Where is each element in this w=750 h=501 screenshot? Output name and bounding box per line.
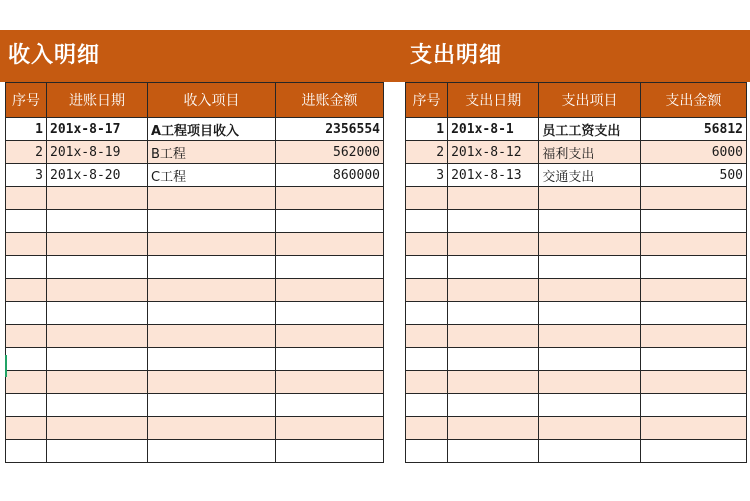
expense-date-cell[interactable]	[448, 371, 539, 394]
expense-date-cell[interactable]	[448, 417, 539, 440]
expense-no-cell[interactable]	[406, 417, 448, 440]
expense-date-cell[interactable]	[448, 325, 539, 348]
expense-amount-cell[interactable]	[640, 256, 746, 279]
income-no-cell[interactable]	[6, 325, 47, 348]
table-row	[6, 325, 384, 348]
expense-item-cell[interactable]	[539, 187, 640, 210]
table-row	[406, 118, 747, 141]
expense-no-cell[interactable]	[406, 210, 448, 233]
income-amount-cell[interactable]	[276, 187, 384, 210]
expense-no-cell[interactable]	[406, 233, 448, 256]
table-row	[6, 440, 384, 463]
income-item-cell[interactable]	[148, 302, 276, 325]
income-header-date[interactable]: 进账日期	[47, 83, 148, 118]
income-date-cell[interactable]	[47, 279, 148, 302]
table-row	[406, 440, 747, 463]
income-item-cell[interactable]	[148, 348, 276, 371]
table-row	[6, 164, 384, 187]
income-date-cell[interactable]	[47, 440, 148, 463]
income-no-cell[interactable]	[6, 417, 47, 440]
expense-item-cell[interactable]	[539, 325, 640, 348]
income-item-cell[interactable]: B工程	[148, 141, 276, 164]
expense-item-cell[interactable]	[539, 371, 640, 394]
expense-date-cell[interactable]	[448, 302, 539, 325]
income-no-cell[interactable]	[6, 187, 47, 210]
table-row	[406, 187, 747, 210]
income-date-cell[interactable]	[47, 348, 148, 371]
table-row	[406, 279, 747, 302]
expense-date-cell[interactable]	[448, 256, 539, 279]
income-amount-cell[interactable]: 562000	[276, 141, 384, 164]
expense-date-cell[interactable]	[448, 187, 539, 210]
income-date-cell[interactable]	[47, 394, 148, 417]
table-row	[406, 371, 747, 394]
expense-item-cell[interactable]: 员工工资支出	[539, 118, 640, 141]
expense-amount-cell[interactable]: 6000	[640, 141, 746, 164]
table-row	[406, 210, 747, 233]
expense-item-cell[interactable]	[539, 256, 640, 279]
income-header-no[interactable]: 序号	[6, 83, 47, 118]
expense-item-cell[interactable]	[539, 279, 640, 302]
income-amount-cell[interactable]	[276, 325, 384, 348]
income-item-cell[interactable]	[148, 371, 276, 394]
table-row	[6, 279, 384, 302]
income-amount-cell[interactable]	[276, 371, 384, 394]
table-row	[406, 164, 747, 187]
table-row	[6, 302, 384, 325]
income-no-cell[interactable]: 1	[6, 118, 47, 141]
expense-date-cell[interactable]	[448, 440, 539, 463]
income-table	[5, 82, 384, 463]
expense-header-date[interactable]: 支出日期	[448, 83, 539, 118]
income-header-item[interactable]: 收入项目	[148, 83, 276, 118]
table-row	[406, 233, 747, 256]
income-date-cell[interactable]	[47, 256, 148, 279]
expense-item-cell[interactable]	[539, 302, 640, 325]
expense-amount-cell[interactable]	[640, 210, 746, 233]
income-date-cell[interactable]	[47, 325, 148, 348]
income-amount-cell[interactable]	[276, 417, 384, 440]
expense-header-row	[406, 83, 747, 118]
income-amount-cell[interactable]	[276, 440, 384, 463]
table-row	[406, 417, 747, 440]
income-amount-cell[interactable]	[276, 233, 384, 256]
expense-amount-cell[interactable]	[640, 279, 746, 302]
expense-date-cell[interactable]: 201x-8-12	[448, 141, 539, 164]
table-row	[6, 256, 384, 279]
income-date-cell[interactable]	[47, 187, 148, 210]
expense-date-cell[interactable]	[448, 210, 539, 233]
income-no-cell[interactable]: 3	[6, 164, 47, 187]
table-row	[406, 325, 747, 348]
income-item-cell[interactable]	[148, 440, 276, 463]
expense-section-title: 支出明细	[410, 43, 503, 68]
table-row	[406, 394, 747, 417]
income-item-cell[interactable]	[148, 279, 276, 302]
expense-header-no[interactable]: 序号	[406, 83, 448, 118]
expense-item-cell[interactable]: 福利支出	[539, 141, 640, 164]
expense-item-cell[interactable]	[539, 348, 640, 371]
income-body	[6, 118, 384, 463]
table-row	[6, 141, 384, 164]
expense-body	[406, 118, 747, 463]
expense-date-cell[interactable]	[448, 233, 539, 256]
income-no-cell[interactable]	[6, 302, 47, 325]
income-no-cell[interactable]	[6, 440, 47, 463]
expense-item-cell[interactable]	[539, 440, 640, 463]
income-amount-cell[interactable]: 860000	[276, 164, 384, 187]
expense-header-item[interactable]: 支出项目	[539, 83, 640, 118]
expense-amount-cell[interactable]	[640, 325, 746, 348]
expense-date-cell[interactable]: 201x-8-1	[448, 118, 539, 141]
income-item-cell[interactable]	[148, 256, 276, 279]
income-date-cell[interactable]: 201x-8-17	[47, 118, 148, 141]
expense-amount-cell[interactable]: 500	[640, 164, 746, 187]
expense-no-cell[interactable]	[406, 256, 448, 279]
income-item-cell[interactable]: C工程	[148, 164, 276, 187]
expense-amount-cell[interactable]	[640, 371, 746, 394]
expense-amount-cell[interactable]	[640, 394, 746, 417]
expense-date-cell[interactable]	[448, 279, 539, 302]
income-date-cell[interactable]	[47, 210, 148, 233]
expense-no-cell[interactable]	[406, 440, 448, 463]
income-no-cell[interactable]	[6, 279, 47, 302]
income-item-cell[interactable]: A工程项目收入	[148, 118, 276, 141]
income-no-cell[interactable]: 2	[6, 141, 47, 164]
expense-no-cell[interactable]	[406, 302, 448, 325]
table-row	[406, 348, 747, 371]
table-row	[6, 118, 384, 141]
income-item-cell[interactable]	[148, 210, 276, 233]
expense-date-cell[interactable]: 201x-8-13	[448, 164, 539, 187]
income-item-cell[interactable]	[148, 187, 276, 210]
expense-amount-cell[interactable]	[640, 187, 746, 210]
income-amount-cell[interactable]	[276, 256, 384, 279]
income-no-cell[interactable]	[6, 233, 47, 256]
table-row	[406, 302, 747, 325]
income-no-cell[interactable]	[6, 256, 47, 279]
income-no-cell[interactable]	[6, 371, 47, 394]
expense-item-cell[interactable]	[539, 210, 640, 233]
table-row	[406, 256, 747, 279]
income-amount-cell[interactable]	[276, 348, 384, 371]
expense-date-cell[interactable]	[448, 348, 539, 371]
income-section-title: 收入明细	[8, 43, 101, 68]
table-row	[6, 348, 384, 371]
income-item-cell[interactable]	[148, 394, 276, 417]
expense-no-cell[interactable]	[406, 394, 448, 417]
expense-no-cell[interactable]	[406, 348, 448, 371]
income-amount-cell[interactable]	[276, 279, 384, 302]
income-no-cell[interactable]	[6, 210, 47, 233]
income-header-amount[interactable]: 进账金额	[276, 83, 384, 118]
income-amount-cell[interactable]	[276, 394, 384, 417]
expense-no-cell[interactable]: 3	[406, 164, 448, 187]
expense-no-cell[interactable]	[406, 325, 448, 348]
expense-amount-cell[interactable]	[640, 440, 746, 463]
expense-header-amount[interactable]: 支出金额	[640, 83, 746, 118]
expense-no-cell[interactable]	[406, 279, 448, 302]
income-date-cell[interactable]: 201x-8-20	[47, 164, 148, 187]
expense-amount-cell[interactable]: 56812	[640, 118, 746, 141]
expense-no-cell[interactable]: 2	[406, 141, 448, 164]
income-date-cell[interactable]: 201x-8-19	[47, 141, 148, 164]
expense-item-cell[interactable]	[539, 233, 640, 256]
income-no-cell[interactable]	[6, 348, 47, 371]
income-amount-cell[interactable]	[276, 210, 384, 233]
selection-indicator	[5, 355, 7, 377]
table-row	[6, 417, 384, 440]
income-header-row	[6, 83, 384, 118]
income-amount-cell[interactable]: 2356554	[276, 118, 384, 141]
income-date-cell[interactable]	[47, 417, 148, 440]
expense-amount-cell[interactable]	[640, 233, 746, 256]
expense-item-cell[interactable]	[539, 394, 640, 417]
expense-date-cell[interactable]	[448, 394, 539, 417]
expense-item-cell[interactable]: 交通支出	[539, 164, 640, 187]
title-band	[0, 30, 750, 82]
income-amount-cell[interactable]	[276, 302, 384, 325]
expense-no-cell[interactable]	[406, 187, 448, 210]
income-no-cell[interactable]	[6, 394, 47, 417]
table-row	[6, 233, 384, 256]
expense-amount-cell[interactable]	[640, 302, 746, 325]
table-row	[6, 394, 384, 417]
income-item-cell[interactable]	[148, 233, 276, 256]
income-date-cell[interactable]	[47, 233, 148, 256]
table-row	[406, 141, 747, 164]
income-date-cell[interactable]	[47, 302, 148, 325]
table-row	[6, 210, 384, 233]
income-item-cell[interactable]	[148, 417, 276, 440]
income-item-cell[interactable]	[148, 325, 276, 348]
expense-amount-cell[interactable]	[640, 417, 746, 440]
income-date-cell[interactable]	[47, 371, 148, 394]
table-row	[6, 371, 384, 394]
table-row	[6, 187, 384, 210]
expense-item-cell[interactable]	[539, 417, 640, 440]
expense-table	[405, 82, 747, 463]
expense-no-cell[interactable]: 1	[406, 118, 448, 141]
expense-amount-cell[interactable]	[640, 348, 746, 371]
expense-no-cell[interactable]	[406, 371, 448, 394]
